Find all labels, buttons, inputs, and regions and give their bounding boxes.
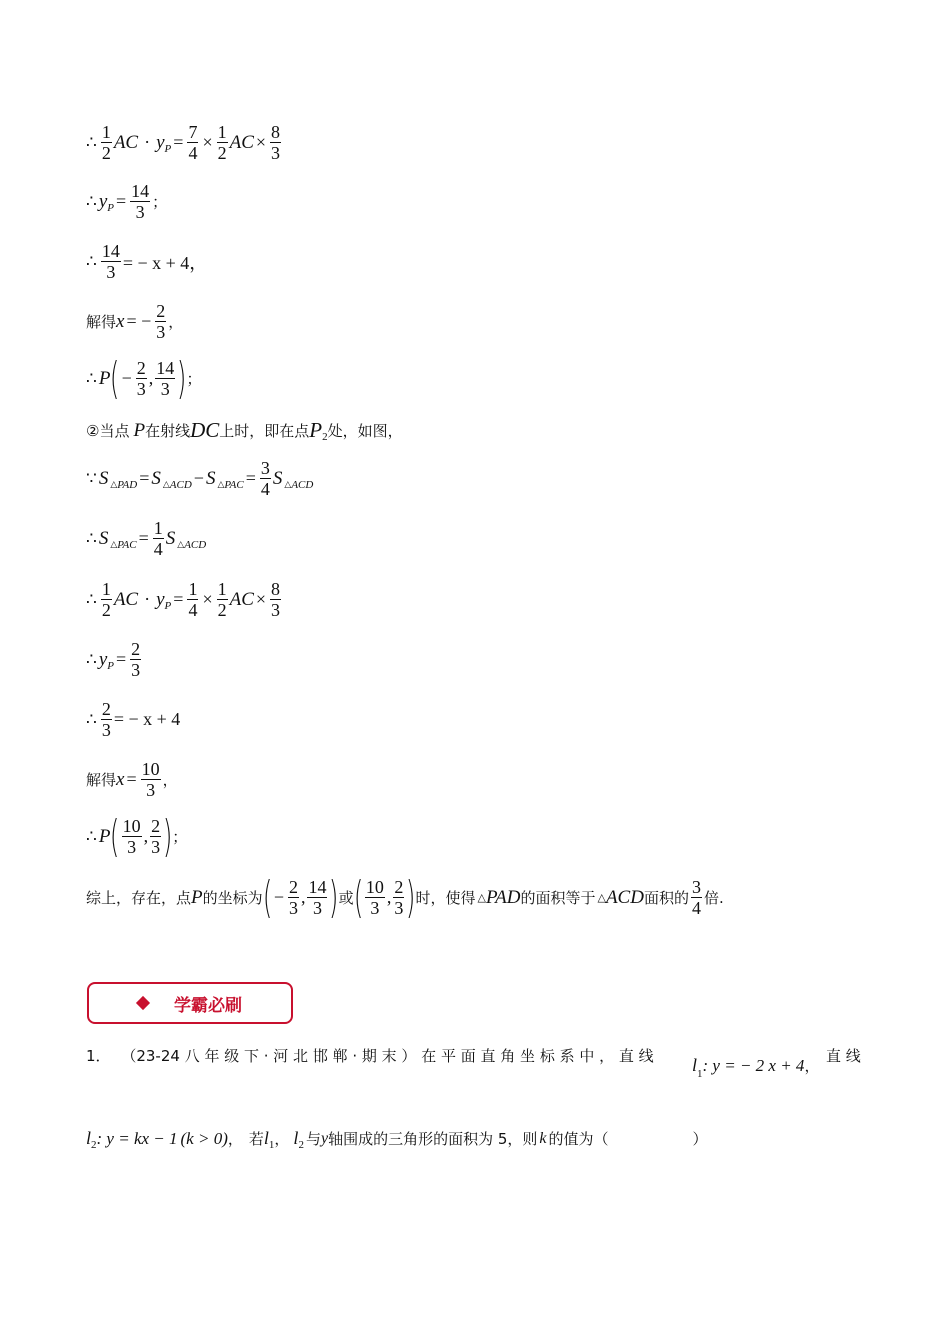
question-1-l1: $l_1$: y = − 2 x + 4， — [692, 1055, 820, 1080]
fraction: $\frac{10}{3}$ — [365, 877, 384, 918]
fraction: $\frac{14}{3}$ — [131, 181, 150, 222]
fraction: $\frac{8}{3}$ — [271, 122, 281, 163]
fraction: $\frac{2}{3}$ — [156, 301, 166, 342]
solution-line-9: ∴ $\frac{1}{2}$ AC · y P = $\frac{1}{4}$ × $\frac{1}{2}$ AC × $\frac{8}{3}$ — [86, 579, 281, 620]
fraction: $\frac{2}{3}$ — [151, 816, 161, 857]
diamond-icon — [136, 996, 150, 1010]
fraction: $\frac{7}{4}$ — [188, 122, 198, 163]
fraction: $\frac{3}{4}$ — [691, 877, 701, 918]
fraction: $\frac{1}{2}$ — [217, 579, 227, 620]
solution-line-4: 解得 x = − $\frac{2}{3}$ ， — [86, 301, 184, 342]
solution-line-3: ∴ $\frac{14}{3}$ = − x + 4， — [86, 241, 208, 282]
fraction: $\frac{3}{4}$ — [260, 458, 270, 499]
fraction: $\frac{10}{3}$ — [122, 816, 141, 857]
fraction: $\frac{2}{3}$ — [394, 877, 404, 918]
right-paren: ) — [177, 352, 187, 404]
fraction: $\frac{1}{4}$ — [188, 579, 198, 620]
fraction: $\frac{2}{3}$ — [101, 699, 111, 740]
fraction: $\frac{2}{3}$ — [288, 877, 298, 918]
fraction: $\frac{14}{3}$ — [156, 358, 175, 399]
question-1-line-2: l 2 : y = kx − 1 (k > 0) ， 若 l 1 ， l 2 与 y 轴围成的三角形的面积为 5，则 k 的值为（ ） — [86, 1128, 708, 1151]
solution-line-12: 解得 x = $\frac{10}{3}$ ， — [86, 759, 178, 800]
solution-line-8: ∴ S △ PAC = $\frac{1}{4}$ S △ ACD — [86, 518, 207, 559]
fraction: $\frac{2}{3}$ — [131, 639, 141, 680]
fraction: $\frac{14}{3}$ — [101, 241, 120, 282]
solution-conclusion: 综上，存在，点 P 的坐标为 ( − $\frac{2}{3}$ , $\frac{14}{3}$ ) 或 ( $\frac{10}{3}$ , $\frac{2}{3}$ ) 时，使得 △ PAD 的面积等于 △ ACD 面积的 $\frac{3}{4}$ 倍. — [86, 871, 724, 923]
fraction: $\frac{1}{2}$ — [101, 579, 111, 620]
solution-line-11: ∴ $\frac{2}{3}$ = − x + 4 — [86, 699, 181, 740]
question-1-line-1: 1． （23-24 八 年 级 下 · 河 北 邯 郸 · 期 末 ） 在 平 面 直 角 坐 标 系 中 ， 直 线 — [86, 1047, 654, 1065]
fraction: $\frac{14}{3}$ — [308, 877, 327, 918]
fraction: $\frac{1}{2}$ — [217, 122, 227, 163]
right-paren: ) — [162, 810, 173, 862]
left-paren: ( — [110, 810, 120, 862]
solution-line-2: ∴ y P = $\frac{14}{3}$ ； — [86, 181, 168, 222]
solution-line-10: ∴ y P = $\frac{2}{3}$ — [86, 639, 141, 680]
question-1-tail: 直 线 — [826, 1047, 861, 1065]
solution-line-1: ∴ $\frac{1}{2}$ AC · y P = $\frac{7}{4}$ × $\frac{1}{2}$ AC × $\frac{8}{3}$ — [86, 122, 281, 163]
solution-line-5: ∴ P ( − $\frac{2}{3}$ , $\frac{14}{3}$ ) ； — [86, 352, 202, 404]
fraction: $\frac{1}{2}$ — [101, 122, 111, 163]
section-header-box — [87, 982, 293, 1024]
section-title: 学霸必刷 — [174, 995, 242, 1016]
solution-line-13: ∴ P ( $\frac{10}{3}$ , $\frac{2}{3}$ ) ； — [86, 810, 188, 862]
fraction: $\frac{8}{3}$ — [271, 579, 281, 620]
left-paren: ( — [110, 352, 120, 404]
fraction: $\frac{10}{3}$ — [141, 759, 160, 800]
fraction: $\frac{1}{4}$ — [153, 518, 163, 559]
fraction: $\frac{2}{3}$ — [136, 358, 146, 399]
solution-line-7: ∵ S △ PAD = S △ ACD − S △ PAC = $\frac{3}{4}$ S △ ACD — [86, 458, 314, 499]
solution-line-6: ②当点 P 在射线 DC 上时，即在点 P 2 处，如图， — [86, 418, 403, 443]
